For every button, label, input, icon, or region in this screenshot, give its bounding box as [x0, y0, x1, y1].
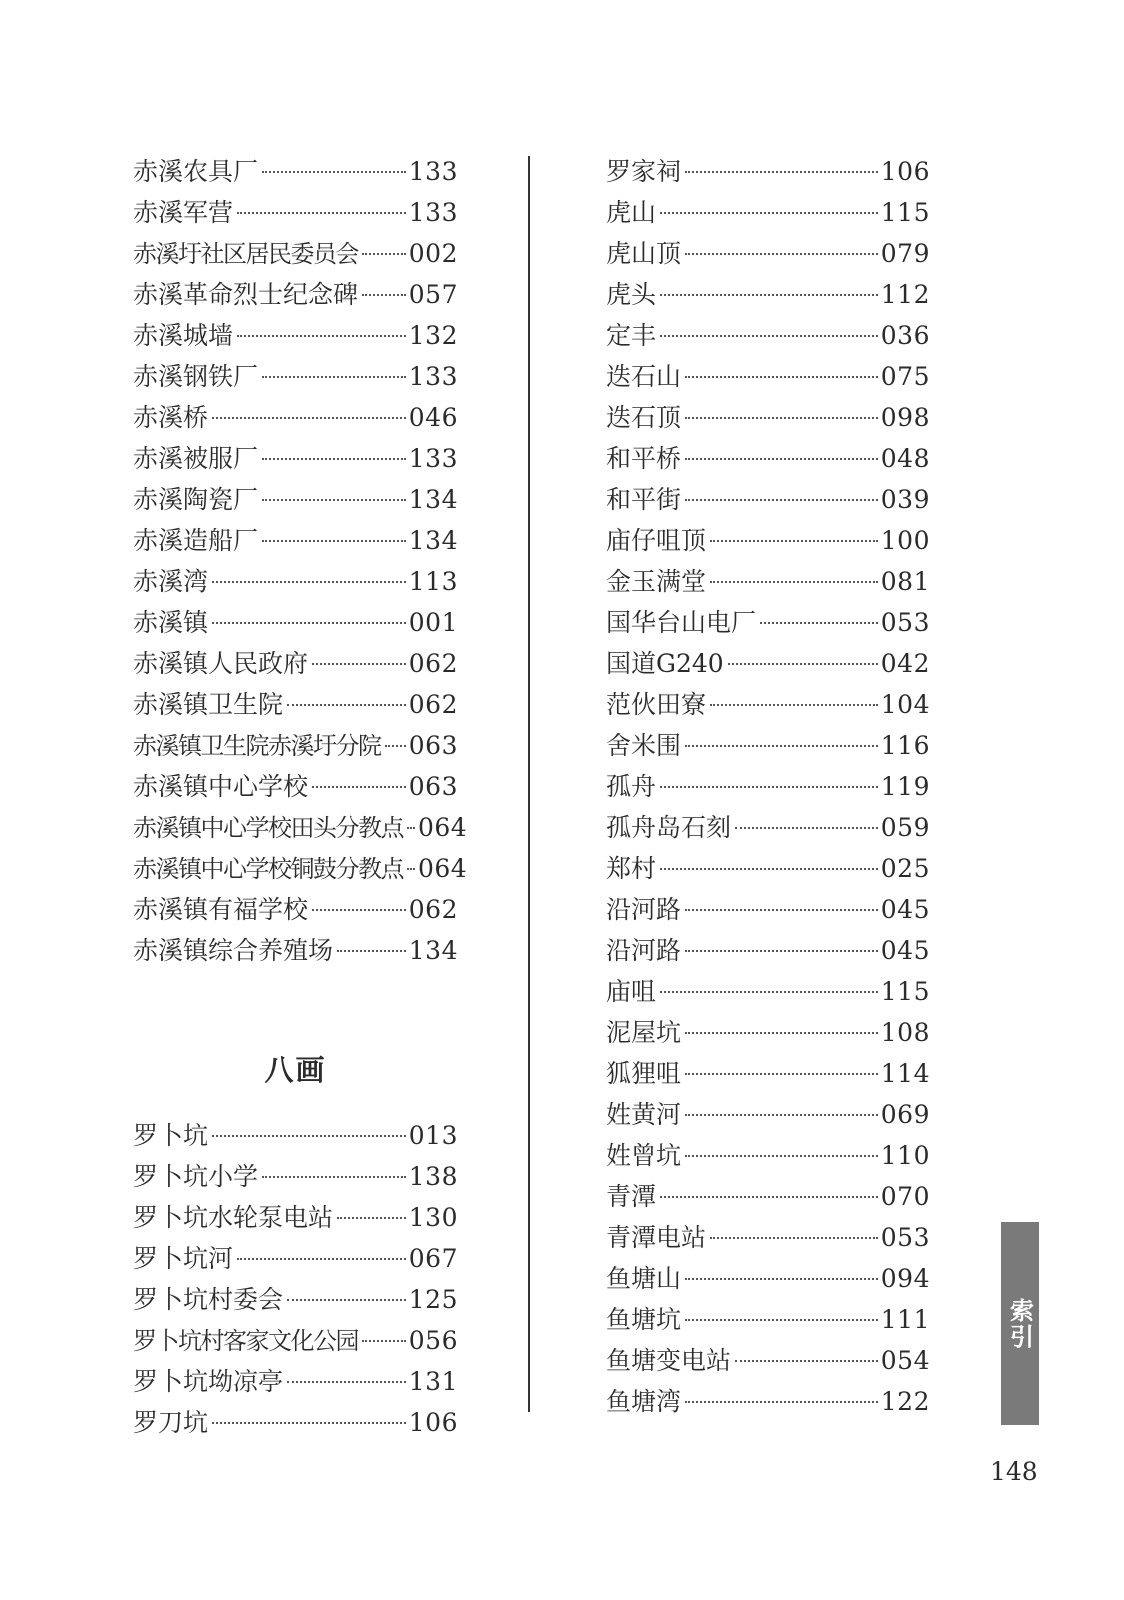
dot-leader [362, 1340, 406, 1342]
entry-name: 范伙田寮 [606, 690, 707, 719]
dot-leader [237, 1258, 406, 1260]
entry-name: 赤溪湾 [133, 567, 209, 596]
entry-name: 虎头 [606, 280, 657, 309]
entry-page-number: 039 [880, 485, 930, 514]
dot-leader [262, 540, 406, 542]
entry-name: 赤溪农具厂 [133, 157, 259, 186]
dot-leader [212, 417, 406, 419]
entry-name: 赤溪镇中心学校田头分教点 [133, 814, 403, 842]
entry-name: 赤溪镇人民政府 [133, 649, 309, 678]
entry-name: 赤溪镇中心学校 [133, 772, 309, 801]
dot-leader [212, 1135, 406, 1137]
dot-leader [710, 581, 878, 583]
entry-page-number: 094 [880, 1264, 930, 1293]
entry-page-number: 056 [408, 1326, 458, 1355]
dot-leader [362, 253, 406, 255]
index-entry [133, 1238, 458, 1279]
index-entry [133, 233, 458, 274]
dot-leader [685, 253, 878, 255]
index-entry [606, 397, 930, 438]
dot-leader [685, 909, 878, 911]
dot-leader [685, 1114, 878, 1116]
entry-name: 和平街 [606, 485, 682, 514]
entry-name: 鱼塘变电站 [606, 1346, 732, 1375]
index-entry [133, 602, 458, 643]
dot-leader [660, 868, 878, 870]
dot-leader [262, 458, 406, 460]
index-list-section [133, 1115, 458, 1443]
dot-leader [685, 458, 878, 460]
entry-page-number: 098 [880, 403, 930, 432]
entry-page-number: 045 [880, 895, 930, 924]
entry-page-number: 059 [880, 813, 930, 842]
dot-leader [760, 622, 878, 624]
index-entry [606, 930, 930, 971]
index-entry [606, 274, 930, 315]
index-column-right [606, 151, 930, 1422]
entry-page-number: 054 [880, 1346, 930, 1375]
entry-name: 赤溪钢铁厂 [133, 362, 259, 391]
dot-leader [262, 376, 406, 378]
entry-page-number: 062 [408, 690, 458, 719]
dot-leader [660, 294, 878, 296]
entry-name: 郑村 [606, 854, 657, 883]
entry-page-number: 081 [880, 567, 930, 596]
entry-name: 罗刀坑 [133, 1408, 209, 1437]
index-entry [606, 356, 930, 397]
index-entry [606, 807, 930, 848]
entry-page-number: 053 [880, 1223, 930, 1252]
entry-name: 罗卜坑 [133, 1121, 209, 1150]
entry-page-number: 070 [880, 1182, 930, 1211]
entry-name: 赤溪圩社区居民委员会 [133, 240, 358, 268]
dot-leader [685, 499, 878, 501]
entry-page-number: 113 [408, 567, 458, 596]
dot-leader [685, 1401, 878, 1403]
index-entry [606, 520, 930, 561]
index-entry [133, 1197, 458, 1238]
entry-name: 赤溪镇卫生院 [133, 690, 284, 719]
entry-name: 赤溪镇 [133, 608, 209, 637]
dot-leader [710, 540, 878, 542]
index-entry [606, 233, 930, 274]
index-entry [606, 1176, 930, 1217]
entry-page-number: 122 [880, 1387, 930, 1416]
dot-leader [212, 581, 406, 583]
entry-page-number: 111 [880, 1305, 930, 1334]
dot-leader [660, 212, 878, 214]
index-entry [606, 1340, 930, 1381]
dot-leader [685, 171, 878, 173]
index-entry [133, 684, 458, 725]
entry-name: 鱼塘山 [606, 1264, 682, 1293]
entry-name: 和平桥 [606, 444, 682, 473]
entry-page-number: 115 [880, 198, 930, 227]
entry-name: 赤溪桥 [133, 403, 209, 432]
index-entry [606, 1012, 930, 1053]
entry-page-number: 132 [408, 321, 458, 350]
entry-page-number: 013 [408, 1121, 458, 1150]
entry-page-number: 106 [408, 1408, 458, 1437]
entry-page-number: 130 [408, 1203, 458, 1232]
dot-leader [685, 1032, 878, 1034]
dot-leader [287, 704, 406, 706]
index-entry [133, 1156, 458, 1197]
index-entry [606, 1094, 930, 1135]
index-entry [133, 520, 458, 561]
entry-page-number: 045 [880, 936, 930, 965]
index-entry [606, 725, 930, 766]
entry-name: 狐狸咀 [606, 1059, 682, 1088]
index-entry [606, 1258, 930, 1299]
entry-name: 青潭 [606, 1182, 657, 1211]
entry-page-number: 106 [880, 157, 930, 186]
entry-name: 孤舟岛石刻 [606, 813, 732, 842]
entry-name: 舍米围 [606, 731, 682, 760]
entry-page-number: 125 [408, 1285, 458, 1314]
index-entry [133, 1320, 458, 1361]
dot-leader [385, 745, 406, 747]
entry-name: 赤溪造船厂 [133, 526, 259, 555]
index-list-right [606, 151, 930, 1422]
entry-page-number: 067 [408, 1244, 458, 1273]
index-entry [133, 930, 458, 971]
entry-page-number: 115 [880, 977, 930, 1006]
dot-leader [262, 171, 406, 173]
entry-name: 国道G240 [606, 649, 724, 678]
dot-leader [735, 827, 878, 829]
index-entry [133, 807, 468, 848]
entry-page-number: 110 [880, 1141, 930, 1170]
index-entry [606, 1381, 930, 1422]
entry-page-number: 063 [408, 731, 458, 760]
entry-page-number: 002 [408, 239, 458, 268]
index-column-left [133, 151, 468, 1443]
dot-leader [685, 1319, 878, 1321]
index-entry [606, 1135, 930, 1176]
entry-name: 鱼塘坑 [606, 1305, 682, 1334]
dot-leader [337, 950, 406, 952]
index-entry [133, 766, 458, 807]
dot-leader [407, 868, 415, 870]
dot-leader [735, 1360, 878, 1362]
page-number: 148 [990, 1457, 1038, 1486]
entry-name: 国华台山电厂 [606, 608, 757, 637]
dot-leader [685, 1278, 878, 1280]
dot-leader [362, 294, 406, 296]
entry-name: 罗卜坑河 [133, 1244, 234, 1273]
index-entry [133, 397, 458, 438]
entry-page-number: 133 [408, 157, 458, 186]
entry-page-number: 134 [408, 485, 458, 514]
index-entry [133, 1279, 458, 1320]
entry-page-number: 100 [880, 526, 930, 555]
dot-leader [262, 499, 406, 501]
index-entry [133, 561, 458, 602]
entry-name: 罗卜坑村客家文化公园 [133, 1327, 358, 1355]
entry-name: 泥屋坑 [606, 1018, 682, 1047]
entry-name: 罗家祠 [606, 157, 682, 186]
entry-page-number: 063 [408, 772, 458, 801]
entry-name: 沿河路 [606, 936, 682, 965]
entry-name: 罗卜坑水轮泵电站 [133, 1203, 334, 1232]
index-entry [133, 725, 458, 766]
index-entry [606, 479, 930, 520]
entry-name: 青潭电站 [606, 1223, 707, 1252]
entry-name: 定丰 [606, 321, 657, 350]
index-entry [606, 643, 930, 684]
entry-name: 姓黄河 [606, 1100, 682, 1129]
dot-leader [660, 786, 878, 788]
entry-name: 赤溪镇综合养殖场 [133, 936, 334, 965]
dot-leader [407, 827, 415, 829]
dot-leader [312, 909, 406, 911]
entry-name: 庙咀 [606, 977, 657, 1006]
index-entry [606, 561, 930, 602]
index-entry [133, 1115, 458, 1156]
index-entry [133, 438, 458, 479]
index-entry [606, 151, 930, 192]
entry-page-number: 104 [880, 690, 930, 719]
entry-page-number: 042 [880, 649, 930, 678]
entry-name: 赤溪革命烈士纪念碑 [133, 280, 359, 309]
dot-leader [212, 1422, 406, 1424]
dot-leader [660, 335, 878, 337]
index-entry [133, 479, 458, 520]
entry-page-number: 112 [880, 280, 930, 309]
entry-name: 赤溪镇有福学校 [133, 895, 309, 924]
dot-leader [728, 663, 878, 665]
entry-name: 赤溪镇卫生院赤溪圩分院 [133, 732, 381, 760]
entry-page-number: 062 [408, 895, 458, 924]
index-entry [133, 274, 458, 315]
entry-page-number: 036 [880, 321, 930, 350]
index-entry [133, 315, 458, 356]
dot-leader [685, 417, 878, 419]
entry-page-number: 048 [880, 444, 930, 473]
entry-page-number: 046 [408, 403, 458, 432]
entry-name: 赤溪被服厂 [133, 444, 259, 473]
entry-page-number: 075 [880, 362, 930, 391]
entry-name: 赤溪城墙 [133, 321, 234, 350]
dot-leader [287, 1381, 406, 1383]
entry-page-number: 133 [408, 362, 458, 391]
entry-page-number: 108 [880, 1018, 930, 1047]
index-entry [606, 1217, 930, 1258]
dot-leader [312, 786, 406, 788]
entry-page-number: 069 [880, 1100, 930, 1129]
dot-leader [237, 335, 406, 337]
index-entry [133, 356, 458, 397]
dot-leader [710, 704, 878, 706]
dot-leader [660, 991, 878, 993]
index-entry [133, 1402, 458, 1443]
entry-name: 姓曾坑 [606, 1141, 682, 1170]
index-entry [133, 1361, 458, 1402]
entry-name: 赤溪陶瓷厂 [133, 485, 259, 514]
index-entry [606, 192, 930, 233]
entry-name: 金玉满堂 [606, 567, 707, 596]
entry-page-number: 134 [408, 936, 458, 965]
index-entry [606, 848, 930, 889]
side-tab-label: 索引 [1005, 1297, 1035, 1350]
entry-page-number: 133 [408, 198, 458, 227]
dot-leader [337, 1217, 406, 1219]
entry-page-number: 001 [408, 608, 458, 637]
dot-leader [237, 212, 406, 214]
dot-leader [660, 1196, 878, 1198]
entry-name: 迭石顶 [606, 403, 682, 432]
entry-page-number: 064 [418, 813, 468, 842]
entry-name: 赤溪镇中心学校铜鼓分教点 [133, 855, 403, 883]
index-entry [133, 889, 458, 930]
entry-page-number: 138 [408, 1162, 458, 1191]
entry-name: 罗卜坑村委会 [133, 1285, 284, 1314]
index-entry [606, 766, 930, 807]
dot-leader [287, 1299, 406, 1301]
index-entry [133, 192, 458, 233]
entry-page-number: 119 [880, 772, 930, 801]
dot-leader [685, 1155, 878, 1157]
entry-page-number: 114 [880, 1059, 930, 1088]
entry-page-number: 134 [408, 526, 458, 555]
entry-name: 迭石山 [606, 362, 682, 391]
entry-page-number: 131 [408, 1367, 458, 1396]
entry-name: 鱼塘湾 [606, 1387, 682, 1416]
index-entry [606, 602, 930, 643]
entry-name: 赤溪军营 [133, 198, 234, 227]
entry-name: 罗卜坑小学 [133, 1162, 259, 1191]
entry-page-number: 057 [408, 280, 458, 309]
entry-name: 虎山 [606, 198, 657, 227]
section-heading: 八画 [264, 1053, 327, 1087]
index-entry [606, 315, 930, 356]
index-side-tab [1001, 1222, 1039, 1425]
entry-name: 沿河路 [606, 895, 682, 924]
dot-leader [710, 1237, 878, 1239]
entry-page-number: 133 [408, 444, 458, 473]
entry-page-number: 025 [880, 854, 930, 883]
entry-page-number: 116 [880, 731, 930, 760]
index-entry [606, 1299, 930, 1340]
index-entry [606, 1053, 930, 1094]
entry-page-number: 079 [880, 239, 930, 268]
index-entry [133, 151, 458, 192]
index-entry [133, 643, 458, 684]
entry-name: 虎山顶 [606, 239, 682, 268]
entry-page-number: 062 [408, 649, 458, 678]
dot-leader [685, 745, 878, 747]
entry-page-number: 053 [880, 608, 930, 637]
dot-leader [685, 1073, 878, 1075]
index-entry [133, 848, 468, 889]
index-entry [606, 889, 930, 930]
dot-leader [312, 663, 406, 665]
column-divider [528, 156, 530, 1412]
index-entry [606, 971, 930, 1012]
dot-leader [685, 950, 878, 952]
entry-name: 庙仔咀顶 [606, 526, 707, 555]
entry-page-number: 064 [418, 854, 468, 883]
entry-name: 孤舟 [606, 772, 657, 801]
entry-name: 罗卜坑坳凉亭 [133, 1367, 284, 1396]
index-list-left [133, 151, 468, 971]
index-entry [606, 438, 930, 479]
index-entry [606, 684, 930, 725]
dot-leader [685, 376, 878, 378]
dot-leader [212, 622, 406, 624]
dot-leader [262, 1176, 406, 1178]
